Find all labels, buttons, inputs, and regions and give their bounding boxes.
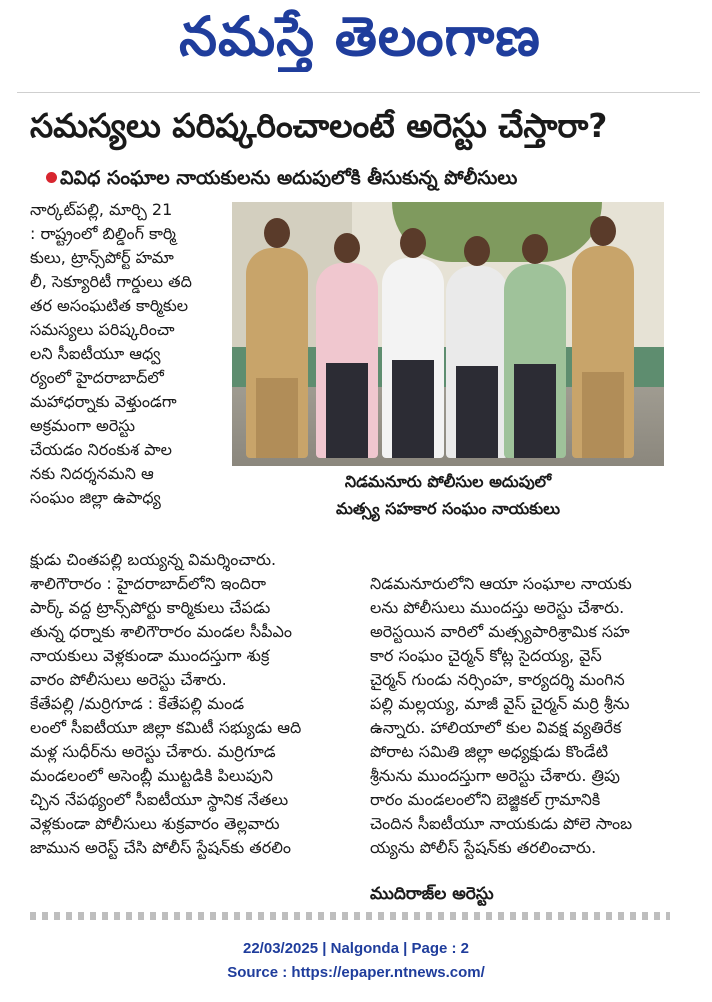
body-line: లను పోలీసులు ముందస్తు అరెస్టు చేశారు.	[370, 598, 625, 617]
body-line: కులు, ట్రాన్స్‌పోర్ట్ హమా	[30, 248, 174, 267]
body-line: మళ్ల సుధీర్‌ను అరెస్టు చేశారు. మర్రిగూడ	[30, 742, 276, 761]
body-line: చ్చిన నేపథ్యంలో సీఐటీయూ స్థానిక నేతలు	[30, 790, 289, 809]
footer-date-line: 22/03/2025 | Nalgonda | Page : 2	[243, 940, 469, 957]
body-line: య్యను పోలీస్ స్టేషన్‌కు తరలించారు.	[370, 838, 597, 857]
body-line: సంఘం జిల్లా ఉపాధ్య	[30, 488, 161, 507]
cut-text-line	[30, 912, 670, 920]
body-line: మహాధర్నాకు వెళ్తుండగా	[30, 392, 177, 411]
body-line: నకు నిదర్శనమని ఆ	[30, 464, 154, 483]
body-line: కేతేపల్లి /మర్రిగూడ : కేతేపల్లి మండ	[30, 694, 245, 713]
body-line: పార్క్ వద్ద ట్రాన్స్‌పోర్టు కార్మికులు చేపడు	[30, 598, 271, 617]
photo-caption-line-1: నిడమనూరు పోలీసుల అదుపులో	[344, 472, 552, 491]
photo-tree	[392, 202, 602, 262]
footer-source-line: Source : https://epaper.ntnews.com/	[227, 964, 485, 981]
body-line: మండలంలో అసెంబ్లీ ముట్టడికి పిలుపుని	[30, 766, 274, 785]
body-line: లీ, సెక్యూరిటీ గార్డులు తది	[30, 272, 192, 291]
man-green-shirt	[504, 264, 566, 458]
man-pink-shirt	[316, 263, 378, 458]
body-line: తున్న ధర్నాకు శాలిగౌరారం మండల సీపీఎం	[30, 622, 292, 641]
body-line: నార్కట్‌పల్లి, మార్చి 21	[30, 200, 173, 219]
body-line: జామున అరెస్ట్ చేసి పోలీస్ స్టేషన్‌కు తరలిం	[30, 838, 291, 857]
body-line: ర్యంలో హైదరాబాద్‌లో	[30, 368, 164, 387]
red-bullet-icon	[46, 172, 57, 183]
man-white-shirt	[382, 258, 444, 458]
article-headline: సమస్యలు పరిష్కరించాలంటే అరెస్టు చేస్తారా?	[30, 106, 608, 145]
body-line: వారం పోలీసులు అరెస్టు చేశారు.	[30, 670, 227, 689]
body-line: చెందిన సీఐటీయూ నాయకుడు పోలె సాంబ	[370, 814, 633, 833]
right-column-subheading: ముదిరాజ్‌ల అరెస్టు	[370, 884, 494, 904]
body-line: చేయడం నిరంకుశ పాల	[30, 440, 172, 459]
body-line: నాయకులు వెళ్లకుండా ముందస్తుగా శుక్ర	[30, 646, 270, 665]
body-line: పోరాట సమితి జిల్లా అధ్యక్షుడు కొండేటి	[370, 742, 609, 761]
body-line: శాలిగౌరారం : హైదరాబాద్‌లోని ఇందిరా	[30, 574, 266, 593]
body-line: చైర్మన్ గుండు నర్సింహ, కార్యదర్శి మంగిన	[370, 670, 625, 689]
body-line: నిడమనూరులోని ఆయా సంఘాల నాయకు	[370, 574, 632, 593]
body-line: లని సీఐటీయూ ఆధ్వ	[30, 344, 161, 363]
body-line: కార సంఘం చైర్మన్ కోట్ల సైదయ్య, వైస్	[370, 646, 602, 665]
body-line: సమస్యలు పరిష్కరించా	[30, 320, 175, 339]
body-line: అరెస్టయిన వారిలో మత్స్యపారిశ్రామిక సహ	[370, 622, 630, 641]
body-line: తర అసంఘటిత కార్మికుల	[30, 296, 189, 315]
article-subhead: వివిధ సంఘాల నాయకులను అదుపులోకి తీసుకున్న పోలీసులు	[60, 167, 518, 189]
body-line: పల్లి మల్లయ్య, మాజీ వైస్ చైర్మన్ మర్రి శ్రీను	[370, 694, 630, 713]
policeman-left	[246, 248, 308, 458]
photo-caption	[232, 468, 664, 526]
news-photo	[232, 202, 664, 466]
newspaper-masthead: నమస్తే తెలంగాణ	[179, 5, 541, 68]
body-line: వెళ్లకుండా పోలీసులు శుక్రవారం తెల్లవారు	[30, 814, 280, 833]
body-line: శ్రీనును ముందస్తుగా అరెస్టు చేశారు. త్రిపు	[370, 766, 620, 785]
body-line: రారం మండలంలోని బెజ్జికల్ గ్రామానికి	[370, 790, 601, 809]
policeman-right	[572, 246, 634, 458]
photo-caption-line-2: మత్స్య సహకార సంఘం నాయకులు	[336, 499, 560, 518]
body-line: ఉన్నారు. హాలియాలో కుల వివక్ష వ్యతిరేక	[370, 718, 622, 737]
body-line: లంలో సీఐటీయూ జిల్లా కమిటీ సభ్యుడు ఆది	[30, 718, 302, 737]
man-light-shirt	[446, 266, 508, 458]
body-line: అక్రమంగా అరెస్టు	[30, 416, 136, 435]
body-line: క్షుడు చింతపల్లి బయ్యన్న విమర్శించారు.	[30, 550, 277, 569]
body-line: : రాష్ట్రంలో బిల్డింగ్ కార్మి	[30, 224, 176, 243]
